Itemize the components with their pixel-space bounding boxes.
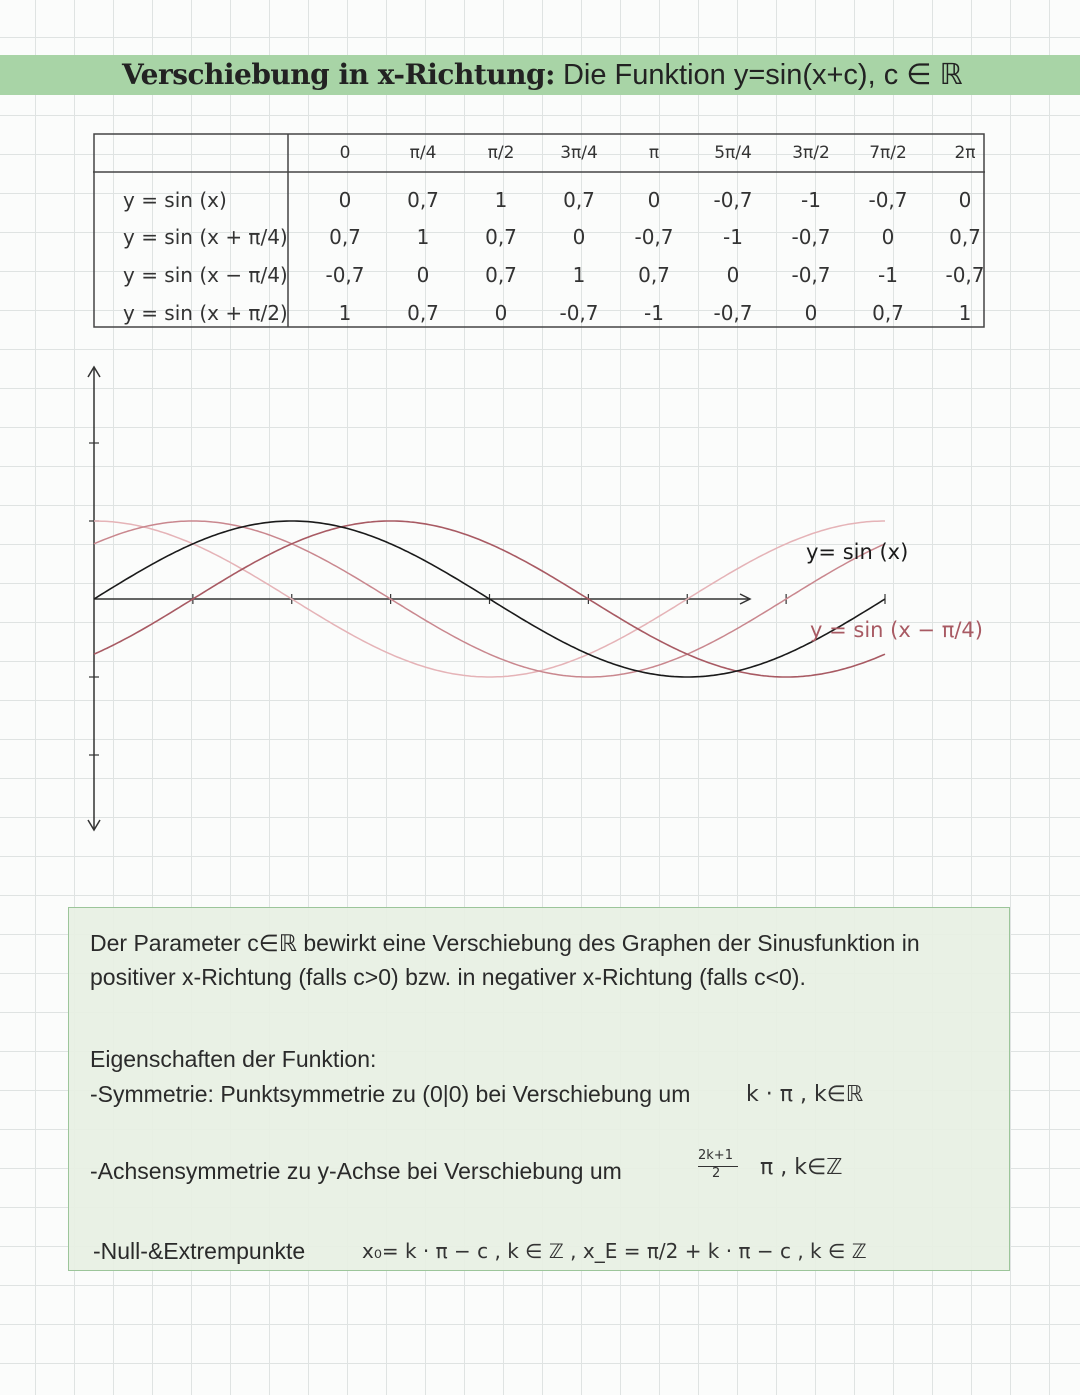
table-cell: 0	[572, 225, 586, 249]
table-cell: -1	[644, 301, 664, 325]
legend-sin-shift-right: y = sin (x − π/4)	[810, 618, 983, 642]
axis-symmetry-label: -Achsensymmetrie zu y-Achse bei Verschiebung um	[90, 1158, 622, 1184]
legend-sin: y= sin (x)	[806, 540, 909, 564]
table-cell: -1	[878, 263, 898, 287]
table-cell: 0,7	[485, 263, 517, 287]
table-cell: -0,7	[634, 225, 674, 249]
table-cell: 0	[958, 188, 972, 212]
table-cell: 0,7	[949, 225, 981, 249]
table-cell: -0,7	[713, 188, 753, 212]
table-cell: 0,7	[407, 188, 439, 212]
table-row-label: y = sin (x + π/4)	[123, 225, 288, 249]
table-row-label: y = sin (x)	[123, 188, 227, 212]
table-cell: 1	[958, 301, 972, 325]
sine-graph	[0, 355, 1080, 845]
table-header-cell: 3π/2	[792, 143, 830, 163]
info-paragraph-line2: positiver x-Richtung (falls c>0) bzw. in negativer x-Richtung (falls c<0).	[90, 964, 806, 990]
zeros-label: -Null-&Extrempunkte	[93, 1238, 306, 1264]
table-header-cell: π/2	[487, 143, 515, 163]
symmetry-label: -Symmetrie: Punktsymmetrie zu (0|0) bei Verschiebung um	[90, 1081, 691, 1107]
title-rest: Die Funktion y=sin(x+c), c ∈ ℝ	[554, 59, 963, 91]
table-header-cell: 7π/2	[869, 143, 907, 163]
table-cell: 0	[647, 188, 661, 212]
table-cell: -0,7	[945, 263, 985, 287]
symmetry-formula: k · π , k∈ℝ	[746, 1082, 864, 1107]
properties-heading: Eigenschaften der Funktion:	[90, 1046, 377, 1072]
table-cell: -0,7	[791, 263, 831, 287]
info-paragraph-line1: Der Parameter c∈ℝ bewirkt eine Verschiebung des Graphen der Sinusfunktion in	[90, 930, 920, 956]
table-cell: -0,7	[868, 188, 908, 212]
table-cell: 1	[416, 225, 430, 249]
table-cell: 1	[338, 301, 352, 325]
table-header-cell: 3π/4	[560, 143, 598, 163]
table-cell: 0	[726, 263, 740, 287]
table-cell: 0	[881, 225, 895, 249]
table-header-cell: 2π	[954, 143, 976, 163]
table-cell: -0,7	[325, 263, 365, 287]
zeros-formula: x₀= k · π − c , k ∈ ℤ , x_E = π/2 + k · π − c , k ∈ ℤ	[362, 1239, 867, 1263]
table-header-cell: 0	[339, 143, 351, 163]
axis-frac-numerator: 2k+1	[698, 1148, 733, 1163]
value-table	[93, 133, 985, 328]
table-header-cell: 5π/4	[714, 143, 752, 163]
title-bold: Verschiebung in x-Richtung:	[122, 58, 555, 91]
table-cell: 0,7	[485, 225, 517, 249]
axis-symmetry-formula: π , k∈ℤ	[760, 1155, 843, 1180]
table-cell: -1	[723, 225, 743, 249]
table-cell: -1	[801, 188, 821, 212]
table-cell: -0,7	[791, 225, 831, 249]
axes	[88, 367, 885, 830]
axis-frac-denominator: 2	[712, 1166, 721, 1181]
table-cell: 1	[494, 188, 508, 212]
table-cell: 0	[804, 301, 818, 325]
table-cell: 0	[338, 188, 352, 212]
table-cell: 0,7	[872, 301, 904, 325]
table-cell: 0,7	[638, 263, 670, 287]
table-cell: -0,7	[559, 301, 599, 325]
table-cell: 0	[416, 263, 430, 287]
table-cell: 0,7	[407, 301, 439, 325]
table-header-cell: π/4	[409, 143, 437, 163]
page-title	[122, 55, 963, 95]
table-cell: 0,7	[563, 188, 595, 212]
table-cell: -0,7	[713, 301, 753, 325]
table-cell: 0,7	[329, 225, 361, 249]
table-row-label: y = sin (x − π/4)	[123, 263, 288, 287]
table-cell: 1	[572, 263, 586, 287]
table-cell: 0	[494, 301, 508, 325]
table-row-label: y = sin (x + π/2)	[123, 301, 288, 325]
table-header-cell: π	[648, 143, 660, 163]
